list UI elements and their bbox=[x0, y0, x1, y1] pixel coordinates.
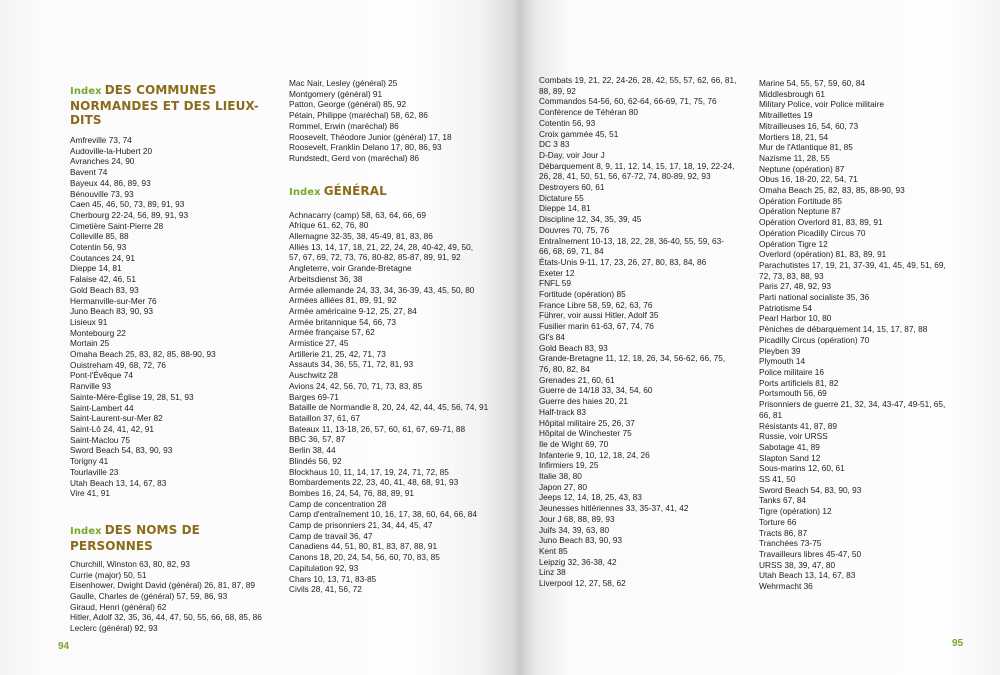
index-entry: Armées alliées 81, 89, 91, 92 bbox=[289, 295, 397, 306]
index-entry: Sword Beach 54, 83, 90, 93 bbox=[759, 484, 862, 495]
index-entry: Nazisme 11, 28, 55 bbox=[759, 152, 830, 163]
index-entry: Dieppe 14, 81 bbox=[70, 263, 122, 274]
index-entry: BBC 36, 57, 87 bbox=[289, 434, 346, 445]
index-entry: Saint-Maclou 75 bbox=[70, 434, 130, 445]
general-title: GÉNÉRAL bbox=[323, 183, 387, 198]
index-entry: Audoville-la-Hubert 20 bbox=[70, 145, 153, 156]
index-entry: Jeeps 12, 14, 18, 25, 43, 83 bbox=[539, 492, 642, 503]
personnes-heading bbox=[70, 523, 270, 553]
index-entry: Saint-Laurent-sur-Mer 82 bbox=[70, 413, 163, 424]
index-entry: Fortitude (opération) 85 bbox=[539, 289, 626, 300]
index-entry: Tourlaville 23 bbox=[70, 466, 119, 477]
index-entry: Portsmouth 56, 69 bbox=[759, 388, 827, 399]
index-entry: Cherbourg 22-24, 56, 89, 91, 93 bbox=[70, 209, 189, 220]
index-entry: Gold Beach 83, 93 bbox=[70, 284, 139, 295]
index-entry: Ports artificiels 81, 82 bbox=[759, 377, 839, 388]
index-entry: Rommel, Erwin (maréchal) 86 bbox=[289, 120, 399, 131]
personnes-list-continued bbox=[289, 78, 514, 164]
index-entry: Leipzig 32, 36-38, 42 bbox=[539, 556, 617, 567]
index-entry: Chars 10, 13, 71, 83-85 bbox=[289, 573, 377, 584]
index-entry: Bateaux 11, 13-18, 26, 57, 60, 61, 67, 69-71, 88 bbox=[289, 423, 466, 434]
index-entry: Ouistreham 49, 68, 72, 76 bbox=[70, 359, 166, 370]
index-entry: Hermanville-sur-Mer 76 bbox=[70, 295, 157, 306]
index-entry: Blindés 56, 92 bbox=[289, 455, 342, 466]
index-entry: Tigre (opération) 12 bbox=[759, 506, 832, 517]
index-entry: Eisenhower, Dwight David (général) 26, 81, 87, 89 bbox=[70, 580, 255, 591]
index-label: Index bbox=[70, 525, 102, 537]
index-entry: Civils 28, 41, 56, 72 bbox=[289, 584, 362, 595]
index-entry: Opération Neptune 87 bbox=[759, 206, 841, 217]
index-entry: Marine 54, 55, 57, 59, 60, 84 bbox=[759, 78, 866, 88]
index-entry: Hôpital de Winchester 75 bbox=[539, 428, 632, 439]
column-4 bbox=[759, 78, 994, 592]
index-entry: Hôpital militaire 25, 26, 37 bbox=[539, 417, 635, 428]
index-entry: Mortain 25 bbox=[70, 338, 110, 349]
index-entry: Armistice 27, 45 bbox=[289, 338, 349, 349]
index-entry: Parachutistes 17, 19, 21, 37-39, 41, 45, 49, 51, 69, bbox=[759, 259, 946, 270]
index-entry: Bombardements 22, 23, 40, 41, 48, 68, 91, 93 bbox=[289, 477, 459, 488]
index-entry: Mitraillettes 19 bbox=[759, 110, 813, 121]
index-entry: Pleyben 39 bbox=[759, 345, 801, 356]
index-entry: Exeter 12 bbox=[539, 267, 575, 278]
index-entry: Fusilier marin 61-63, 67, 74, 76 bbox=[539, 321, 654, 332]
index-entry: Discipline 12, 34, 35, 39, 45 bbox=[539, 214, 642, 225]
communes-title-line2: NORMANDES ET DES LIEUX-DITS bbox=[70, 99, 259, 127]
index-entry: Armée française 57, 62 bbox=[289, 327, 375, 338]
index-entry: Omaha Beach 25, 83, 82, 85, 88-90, 93 bbox=[70, 349, 216, 360]
index-entry: Tracts 86, 87 bbox=[759, 527, 808, 538]
index-entry: Mur de l'Atlantique 81, 85 bbox=[759, 142, 853, 153]
index-entry: Armée britannique 54, 66, 73 bbox=[289, 316, 397, 327]
index-entry: Parti national socialiste 35, 36 bbox=[759, 292, 870, 303]
index-entry: Croix gammée 45, 51 bbox=[539, 128, 619, 139]
index-entry: Combats 19, 21, 22, 24-26, 28, 42, 55, 57, 62, 66, 81, bbox=[539, 75, 737, 85]
index-entry: Half-track 83 bbox=[539, 406, 587, 417]
index-entry: Débarquement 8, 9, 11, 12, 14, 15, 17, 18, 19, 22-24, bbox=[539, 160, 735, 171]
index-entry: Neptune (opération) 87 bbox=[759, 163, 845, 174]
index-entry: FNFL 59 bbox=[539, 278, 571, 289]
index-entry: Bataille de Normandie 8, 20, 24, 42, 44, 45, 56, 74, 91 bbox=[289, 402, 489, 413]
index-entry: Linz 38 bbox=[539, 567, 566, 578]
general-list-col4 bbox=[759, 78, 994, 592]
index-entry: Infirmiers 19, 25 bbox=[539, 460, 599, 471]
index-entry: GI's 84 bbox=[539, 331, 566, 342]
index-entry: Grenades 21, 60, 61 bbox=[539, 374, 615, 385]
index-entry: URSS 38, 39, 47, 80 bbox=[759, 559, 836, 570]
page-number-right: 95 bbox=[952, 638, 964, 649]
index-entry: Falaise 42, 46, 51 bbox=[70, 274, 136, 285]
index-entry: Picadilly Circus (opération) 70 bbox=[759, 334, 870, 345]
index-entry: Mitrailleuses 16, 54, 60, 73 bbox=[759, 120, 859, 131]
index-entry: Montebourg 22 bbox=[70, 327, 126, 338]
index-entry: Patton, George (général) 85, 92 bbox=[289, 99, 407, 110]
index-entry: Colleville 85, 88 bbox=[70, 231, 129, 242]
index-entry: Dieppe 14, 81 bbox=[539, 203, 591, 214]
index-entry: Opération Tigre 12 bbox=[759, 238, 828, 249]
index-entry: Jeunesses hitlériennes 33, 35-37, 41, 42 bbox=[539, 503, 689, 514]
index-entry: Opération Picadilly Circus 70 bbox=[759, 227, 866, 238]
index-entry: Résistants 41, 87, 89 bbox=[759, 420, 837, 431]
index-entry: Saint-Lambert 44 bbox=[70, 402, 134, 413]
page-number-left: 94 bbox=[58, 641, 70, 652]
index-entry: Utah Beach 13, 14, 67, 83 bbox=[70, 477, 167, 488]
index-entry: Sword Beach 54, 83, 90, 93 bbox=[70, 445, 173, 456]
index-entry: Pétain, Philippe (maréchal) 58, 62, 86 bbox=[289, 110, 428, 121]
index-entry: Opération Overlord 81, 83, 89, 91 bbox=[759, 217, 883, 228]
index-entry: Lisieux 91 bbox=[70, 316, 108, 327]
index-entry: Juifs 34, 39, 63, 80 bbox=[539, 524, 610, 535]
index-entry: Camp de concentration 28 bbox=[289, 498, 387, 509]
index-entry: SS 41, 50 bbox=[759, 474, 796, 485]
index-entry: Opération Fortitude 85 bbox=[759, 195, 843, 206]
index-entry: Péniches de débarquement 14, 15, 17, 87, 88 bbox=[759, 324, 928, 335]
index-entry: Police militaire 16 bbox=[759, 366, 825, 377]
index-entry: Vire 41, 91 bbox=[70, 488, 110, 499]
index-entry: Allemagne 32-35, 38, 45-49, 81, 83, 86 bbox=[289, 231, 433, 242]
index-entry: Alliés 13, 14, 17, 18, 21, 22, 24, 28, 40-42, 49, 50, bbox=[289, 241, 474, 252]
index-entry: Infanterie 9, 10, 12, 18, 24, 26 bbox=[539, 449, 650, 460]
index-entry: Leclerc (général) 92, 93 bbox=[70, 623, 158, 634]
index-entry: 72, 73, 83, 88, 93 bbox=[759, 270, 824, 281]
index-entry: D-Day, voir Jour J bbox=[539, 149, 605, 160]
index-entry: Montgomery (général) 91 bbox=[289, 88, 383, 99]
index-entry: Führer, voir aussi Hitler, Adolf 35 bbox=[539, 310, 659, 321]
index-entry: Bataillon 37, 61, 67 bbox=[289, 412, 361, 423]
index-label: Index bbox=[289, 186, 321, 198]
index-entry: DC 3 83 bbox=[539, 139, 570, 150]
index-entry: Avranches 24, 90 bbox=[70, 156, 135, 167]
index-entry: Middlesbrough 61 bbox=[759, 88, 825, 99]
index-entry: Rundstedt, Gerd von (maréchal) 86 bbox=[289, 152, 420, 163]
index-entry: Travailleurs libres 45-47, 50 bbox=[759, 548, 862, 559]
index-entry: Saint-Lô 24, 41, 42, 91 bbox=[70, 423, 154, 434]
index-entry: Bénouville 73, 93 bbox=[70, 188, 134, 199]
index-entry: Plymouth 14 bbox=[759, 356, 806, 367]
index-entry: Conférence de Téhéran 80 bbox=[539, 107, 639, 118]
index-entry: Russie, voir URSS bbox=[759, 431, 828, 442]
index-entry: Achnacarry (camp) 58, 63, 64, 66, 69 bbox=[289, 209, 426, 220]
index-entry: Obus 16, 18-20, 22, 54, 71 bbox=[759, 174, 858, 185]
index-entry: Commandos 54-56, 60, 62-64, 66-69, 71, 75, 76 bbox=[539, 96, 717, 107]
column-3 bbox=[539, 75, 761, 589]
index-entry: Juno Beach 83, 90, 93 bbox=[70, 306, 154, 317]
index-entry: Jour J 68, 88, 89, 93 bbox=[539, 513, 615, 524]
index-entry: Juno Beach 83, 90, 93 bbox=[539, 535, 623, 546]
index-entry: Camp d'entraînement 10, 16, 17, 38, 60, 64, 66, 84 bbox=[289, 509, 477, 520]
index-entry: Paris 27, 48, 92, 93 bbox=[759, 281, 831, 292]
index-entry: Artillerie 21, 25, 42, 71, 73 bbox=[289, 348, 386, 359]
index-entry: Military Police, voir Police militaire bbox=[759, 99, 884, 110]
index-entry: Guerre des haies 20, 21 bbox=[539, 396, 629, 407]
index-entry: Torture 66 bbox=[759, 516, 797, 527]
index-entry: Armée allemande 24, 33, 34, 36-39, 43, 45, 50, 80 bbox=[289, 284, 475, 295]
index-entry: Currie (major) 50, 51 bbox=[70, 569, 147, 580]
index-entry: Afrique 61, 62, 76, 80 bbox=[289, 220, 369, 231]
index-label: Index bbox=[70, 86, 102, 97]
index-entry: Armée américaine 9-12, 25, 27, 84 bbox=[289, 305, 417, 316]
index-entry: Cimetière Saint-Pierre 28 bbox=[70, 220, 164, 231]
communes-heading bbox=[70, 83, 270, 127]
index-entry: Angleterre, voir Grande-Bretagne bbox=[289, 263, 412, 274]
index-entry: Avions 24, 42, 56, 70, 71, 73, 83, 85 bbox=[289, 380, 423, 391]
index-entry: France Libre 58, 59, 62, 63, 76 bbox=[539, 299, 653, 310]
index-entry: Caen 45, 46, 50, 73, 89, 91, 93 bbox=[70, 199, 185, 210]
index-entry: Pearl Harbor 10, 80 bbox=[759, 313, 832, 324]
index-entry: Bayeux 44, 86, 89, 93 bbox=[70, 177, 151, 188]
index-entry: Sainte-Mère-Église 19, 28, 51, 93 bbox=[70, 391, 194, 402]
index-entry: Roosevelt, Théodore Junior (général) 17, 18 bbox=[289, 131, 452, 142]
index-entry: Ile de Wight 69, 70 bbox=[539, 438, 609, 449]
general-list-col2 bbox=[289, 210, 514, 595]
index-entry: Giraud, Henri (général) 62 bbox=[70, 601, 167, 612]
index-entry: Guerre de 14/18 33, 34, 54, 60 bbox=[539, 385, 653, 396]
index-entry: Capitulation 92, 93 bbox=[289, 562, 359, 573]
index-entry: 76, 80, 82, 84 bbox=[539, 363, 590, 374]
index-entry: Mac Nair, Lesley (général) 25 bbox=[289, 78, 398, 88]
index-entry: Mortiers 18, 21, 54 bbox=[759, 131, 829, 142]
index-entry: Canadiens 44, 51, 80, 81, 83, 87, 88, 91 bbox=[289, 541, 438, 552]
column-1 bbox=[70, 83, 270, 634]
index-entry: Patriotisme 54 bbox=[759, 302, 813, 313]
index-entry: Prisonniers de guerre 21, 32, 34, 43-47, 49-51, 65, bbox=[759, 399, 946, 410]
index-entry: Bavent 74 bbox=[70, 167, 108, 178]
index-entry: 57, 67, 69, 72, 73, 76, 80-82, 85-87, 89, 91, 92 bbox=[289, 252, 461, 263]
index-entry: Kent 85 bbox=[539, 545, 568, 556]
index-entry: Barges 69-71 bbox=[289, 391, 339, 402]
index-entry: Sabotage 41, 89 bbox=[759, 441, 820, 452]
right-page bbox=[520, 0, 1000, 675]
index-entry: 66, 68, 69, 71, 84 bbox=[539, 246, 604, 257]
personnes-list bbox=[70, 559, 270, 634]
index-entry: Torigny 41 bbox=[70, 456, 109, 467]
index-entry: Tanks 67, 84 bbox=[759, 495, 807, 506]
index-entry: Blockhaus 10, 11, 14, 17, 19, 24, 71, 72, 85 bbox=[289, 466, 449, 477]
index-entry: Amfreville 73, 74 bbox=[70, 135, 132, 145]
index-entry: Ranville 93 bbox=[70, 381, 112, 392]
index-entry: Wehrmacht 36 bbox=[759, 581, 813, 592]
index-entry: Douvres 70, 75, 76 bbox=[539, 224, 610, 235]
index-entry: Coutances 24, 91 bbox=[70, 252, 136, 263]
index-entry: 66, 81 bbox=[759, 409, 783, 420]
communes-list bbox=[70, 135, 270, 499]
index-entry: Slapton Sand 12 bbox=[759, 452, 821, 463]
index-entry: Auschwitz 28 bbox=[289, 370, 338, 381]
index-entry: 88, 89, 92 bbox=[539, 85, 576, 96]
general-heading bbox=[289, 184, 514, 200]
index-entry: Utah Beach 13, 14, 67, 83 bbox=[759, 570, 856, 581]
index-entry: Destroyers 60, 61 bbox=[539, 182, 605, 193]
index-entry: Japon 27, 80 bbox=[539, 481, 587, 492]
index-entry: Tranchées 73-75 bbox=[759, 538, 822, 549]
index-entry: Pont-l'Évêque 74 bbox=[70, 370, 133, 381]
index-entry: 26, 28, 41, 50, 51, 56, 67-72, 74, 80-89, 92, 93 bbox=[539, 171, 711, 182]
index-entry: Cotentin 56, 93 bbox=[70, 242, 127, 253]
index-entry: Omaha Beach 25, 82, 83, 85, 88-90, 93 bbox=[759, 185, 905, 196]
index-entry: Camp de travail 36, 47 bbox=[289, 530, 373, 541]
communes-title-line1: DES COMMUNES bbox=[104, 83, 217, 97]
index-entry: Canons 18, 20, 24, 54, 56, 60, 70, 83, 85 bbox=[289, 552, 440, 563]
index-entry: Roosevelt, Franklin Delano 17, 80, 86, 93 bbox=[289, 142, 442, 153]
index-entry: Dictature 55 bbox=[539, 192, 584, 203]
index-entry: Entraînement 10-13, 18, 22, 28, 36-40, 55, 59, 63- bbox=[539, 235, 724, 246]
personnes-title: DES NOMS DE PERSONNES bbox=[70, 522, 200, 553]
general-list-col3 bbox=[539, 75, 761, 589]
index-entry: Italie 38, 80 bbox=[539, 471, 582, 482]
index-entry: Liverpool 12, 27, 58, 62 bbox=[539, 578, 626, 589]
column-2 bbox=[289, 78, 514, 595]
index-entry: Churchill, Winston 63, 80, 82, 93 bbox=[70, 558, 190, 569]
index-entry: États-Unis 9-11, 17, 23, 26, 27, 80, 83, 84, 86 bbox=[539, 256, 707, 267]
index-entry: Assauts 34, 36, 55, 71, 72, 81, 93 bbox=[289, 359, 414, 370]
index-entry: Bombes 16, 24, 54, 76, 88, 89, 91 bbox=[289, 487, 415, 498]
index-entry: Sous-marins 12, 60, 61 bbox=[759, 463, 845, 474]
index-entry: Gaulle, Charles de (général) 57, 59, 86, 93 bbox=[70, 591, 228, 602]
index-entry: Overlord (opération) 81, 83, 89, 91 bbox=[759, 249, 887, 260]
index-entry: Grande-Bretagne 11, 12, 18, 26, 34, 56-62, 66, 75, bbox=[539, 353, 726, 364]
index-entry: Berlin 38, 44 bbox=[289, 445, 336, 456]
index-entry: Camp de prisonniers 21, 34, 44, 45, 47 bbox=[289, 520, 433, 531]
index-entry: Cotentin 56, 93 bbox=[539, 117, 596, 128]
index-entry: Arbeitsdienst 36, 38 bbox=[289, 273, 363, 284]
index-entry: Hitler, Adolf 32, 35, 36, 44, 47, 50, 55, 66, 68, 85, 86 bbox=[70, 612, 262, 623]
index-entry: Gold Beach 83, 93 bbox=[539, 342, 608, 353]
